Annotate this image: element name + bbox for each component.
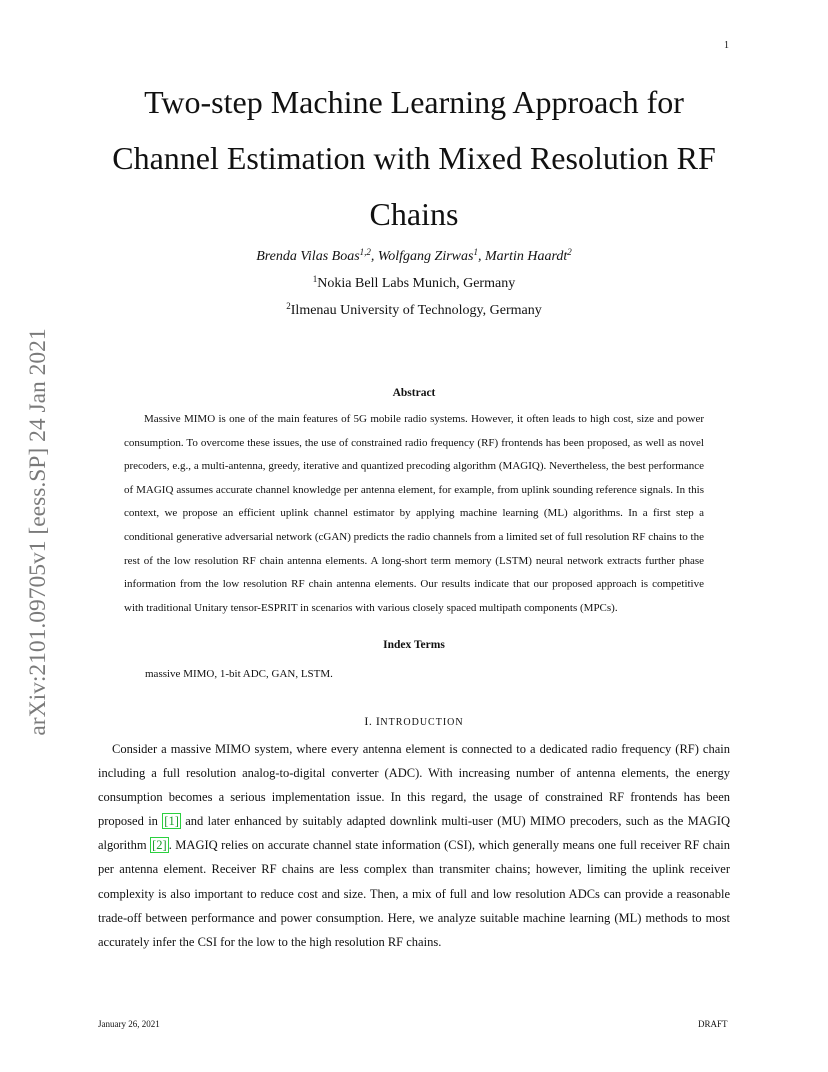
paper-title <box>95 74 733 242</box>
section-title-initial: I <box>375 714 381 728</box>
intro-text-part: Consider a massive MIMO system, where every antenna element is connected to a dedicated radio frequency (RF) chain including a full resolution analog-to-digital converter (ADC). With increasing number of antenna elements, the energy consumption becomes a serious implementation issue. In this regard, the usage of constrained RF frontends has been proposed in <box>98 742 730 829</box>
author-name: Martin Haardt <box>484 249 568 264</box>
affiliation-mark: 2 <box>286 301 291 311</box>
affiliation <box>95 300 733 322</box>
author-separator: , <box>370 249 378 264</box>
arxiv-identifier[interactable]: arXiv:2101.09705v1 [eess.SP] 24 Jan 2021 <box>25 328 51 736</box>
footer-draft-label: DRAFT <box>698 1019 728 1029</box>
author-separator: , <box>477 249 485 264</box>
citation-link[interactable]: [1] <box>164 814 179 829</box>
title-line-1: Two-step Machine Learning Approach for <box>144 84 684 120</box>
author-name: Brenda Vilas Boas <box>256 249 360 264</box>
author-affiliation-mark: 1 <box>473 247 478 257</box>
intro-text-part: and later enhanced by suitably adapted downlink multi-user (MU) MIMO precoders, such as the MAGIQ algorithm <box>98 814 730 853</box>
author-affiliation-mark: 1,2 <box>359 247 371 257</box>
affiliation-name: Ilmenau University of Technology, Germany <box>290 303 542 318</box>
abstract-text: Massive MIMO is one of the main features of 5G mobile radio systems. However, it often leads to high cost, size and power consumption. To overcome these issues, the use of constrained radio frequency (RF) frontends has been proposed, as well as novel precoders, e.g., a multi-antenna, greedy, iterative and quantized precoding algorithm (MAGIQ). Nevertheless, the best performance of MAGIQ assumes accurate channel knowledge per antenna element, for example, from uplink sounding reference signals. In this context, we propose an efficient uplink channel estimator by applying machine learning (ML) algorithms. In a first step a conditional generative adversarial network (cGAN) predicts the radio channels from a limited set of full resolution RF chains to the rest of the low resolution RF chain antenna elements. A long-short term memory (LSTM) neural network extracts further phase information from the low resolution RF chain antenna elements. Our results indicate that our proposed approach is competitive with traditional Unitary tensor-ESPRIT in scenarios with various closely spaced multipath components (MPCs). <box>124 413 704 614</box>
author-affiliation-mark: 2 <box>567 247 572 257</box>
affiliation-name: Nokia Bell Labs Munich, Germany <box>317 276 516 291</box>
title-line-3: Chains <box>369 196 459 232</box>
abstract-heading: Abstract <box>392 387 436 399</box>
section-title-rest: NTRODUCTION <box>380 717 464 728</box>
affiliation <box>95 273 733 295</box>
author-list <box>95 246 733 268</box>
footer-date: January 26, 2021 <box>98 1019 160 1029</box>
affiliation-mark: 1 <box>312 274 318 284</box>
author-name: Wolfgang Zirwas <box>377 249 474 264</box>
section-numeral: I. <box>364 714 376 728</box>
introduction-heading <box>95 714 733 729</box>
index-terms-text: massive MIMO, 1-bit ADC, GAN, LSTM. <box>145 668 333 680</box>
introduction-paragraph <box>98 737 730 954</box>
page-number: 1 <box>724 40 729 51</box>
title-line-2: Channel Estimation with Mixed Resolution RF <box>112 140 716 176</box>
index-terms-heading: Index Terms <box>383 639 445 651</box>
citation-link[interactable]: [2] <box>152 838 167 853</box>
intro-text-part: . MAGIQ relies on accurate channel state information (CSI), which generally means one full receiver RF chain per antenna element. Receiver RF chains are less complex than transmiter chains; however, limiting the uplink receiver complexity is also important to reduce cost and size. Then, a mix of full and low resolution ADCs can provide a reasonable trade-off between performance and power consumption. Here, we analyze suitable machine learning (ML) methods to most accurately infer the CSI for the low to the high resolution RF chains. <box>98 838 731 949</box>
